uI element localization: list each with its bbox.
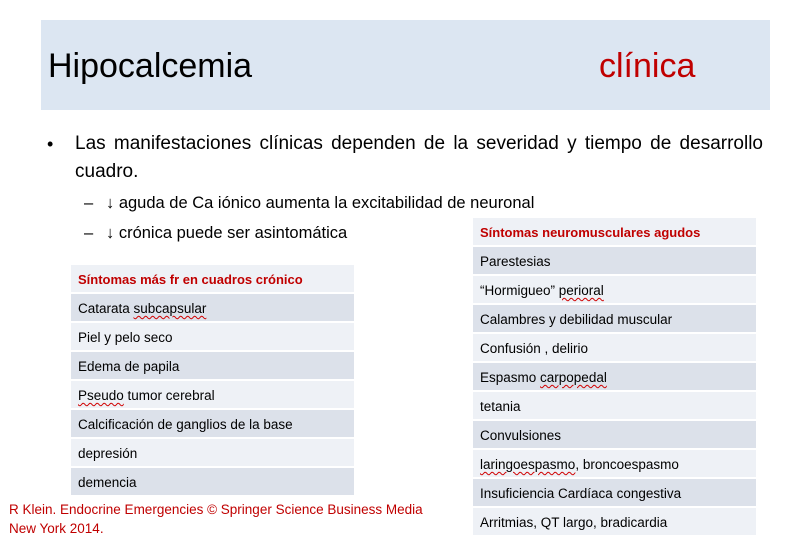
table-row: Insuficiencia Cardíaca congestiva — [473, 479, 756, 508]
citation-line: New York 2014. — [9, 521, 104, 536]
table-row: tetania — [473, 392, 756, 421]
table-row: Convulsiones — [473, 421, 756, 450]
table-row: Catarata subcapsular — [71, 294, 354, 323]
slide-title: Hipocalcemia — [48, 47, 253, 85]
main-bullet-text: Las manifestaciones clínicas dependen de la severidad y tiempo de desarrollo cuadro. — [75, 133, 763, 182]
table-row: Edema de papila — [71, 352, 354, 381]
table-row: “Hormigueo” perioral — [473, 276, 756, 305]
table-row: Calambres y debilidad muscular — [473, 305, 756, 334]
bullet-marker: • — [47, 134, 54, 154]
sub-bullet-text: ↓ crónica puede ser asintomática — [106, 224, 348, 242]
sub-bullet-dash: – — [84, 194, 94, 212]
sub-bullet-text: ↓ aguda de Ca iónico aumenta la excitabilidad de neuronal — [106, 194, 535, 212]
table-row: Pseudo tumor cerebral — [71, 381, 354, 410]
table-row: Parestesias — [473, 247, 756, 276]
table-row: demencia — [71, 468, 354, 497]
slide-title-accent: clínica — [599, 47, 696, 85]
table-row: Confusión , delirio — [473, 334, 756, 363]
table-row: laringoespasmo, broncoespasmo — [473, 450, 756, 479]
wavy-word: perioral — [558, 283, 604, 298]
sub-bullet-dash: – — [84, 224, 94, 242]
chronic-table-header: Síntomas más fr en cuadros crónico — [71, 265, 354, 294]
table-row: Arritmias, QT largo, bradicardia — [473, 508, 756, 537]
wavy-word: Pseudo — [78, 388, 124, 403]
table-row: depresión — [71, 439, 354, 468]
citation — [9, 500, 423, 538]
wavy-word: carpopedal — [540, 370, 607, 385]
wavy-word: laringoespasmo — [480, 457, 576, 472]
wavy-word: subcapsular — [133, 301, 207, 316]
citation-line: R Klein. Endocrine Emergencies © Springer Science Business Media — [9, 502, 423, 517]
acute-symptoms-table — [473, 218, 756, 537]
acute-table-header: Síntomas neuromusculares agudos — [473, 218, 756, 247]
table-row: Piel y pelo seco — [71, 323, 354, 352]
chronic-symptoms-table — [71, 265, 354, 497]
sub-bullet-acute — [84, 192, 534, 214]
sub-bullet-chronic — [84, 222, 347, 244]
table-row: Calcificación de ganglios de la base — [71, 410, 354, 439]
table-row: Espasmo carpopedal — [473, 363, 756, 392]
